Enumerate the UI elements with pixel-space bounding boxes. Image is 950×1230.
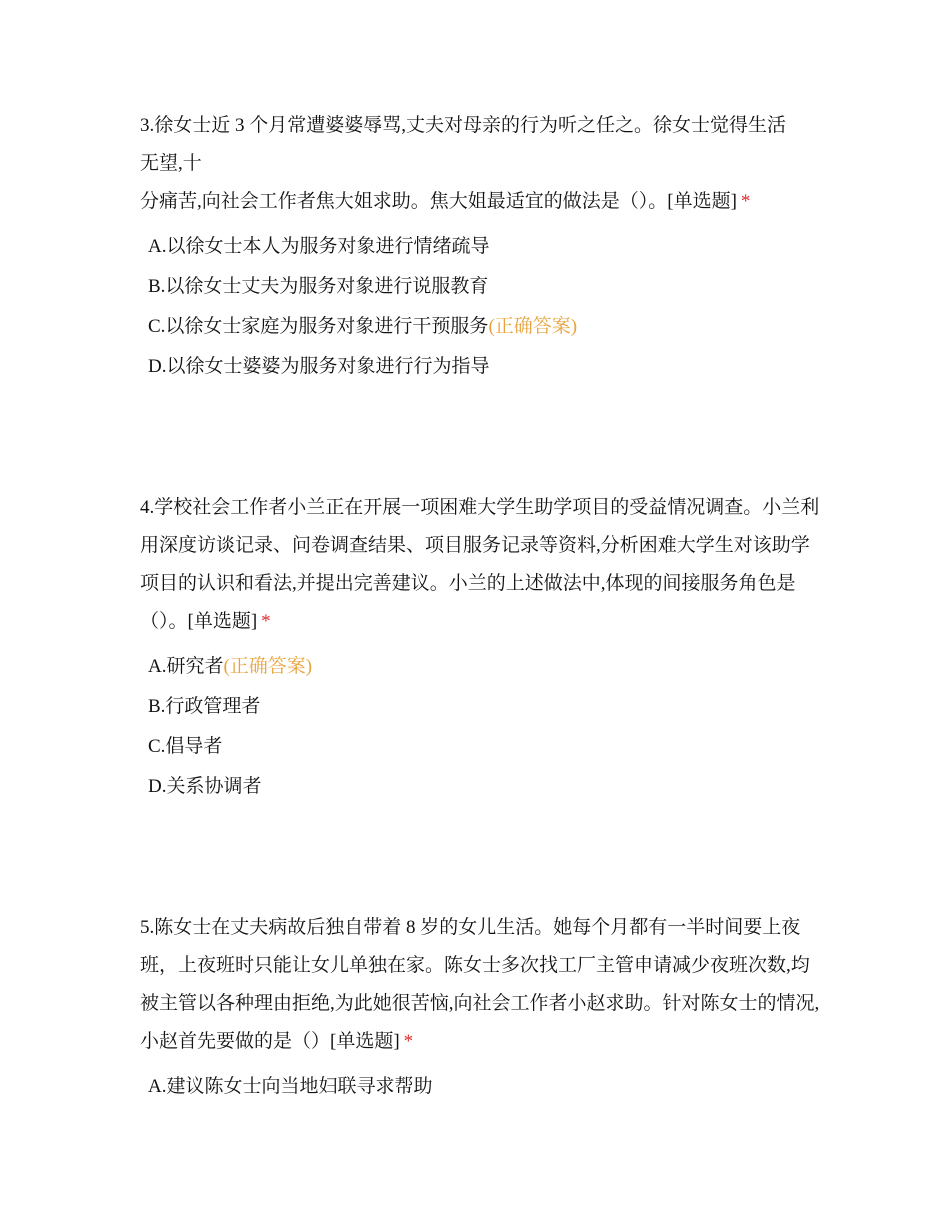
required-asterisk: *	[740, 191, 751, 212]
option-a[interactable]	[148, 647, 812, 687]
question-5	[140, 909, 820, 1107]
question-stem-line: 4.学校社会工作者小兰正在开展一项困难大学生助学项目的受益情况调查。小兰利	[140, 497, 820, 518]
option-c[interactable]	[148, 727, 812, 767]
option-label: C.倡导者	[148, 736, 223, 757]
question-stem-line	[140, 183, 812, 221]
required-asterisk: *	[261, 611, 271, 632]
required-asterisk: *	[403, 1031, 414, 1052]
correct-answer-mark: (正确答案)	[488, 316, 578, 337]
option-label: D.以徐女士婆婆为服务对象进行行为指导	[148, 356, 490, 377]
question-4	[140, 489, 820, 807]
question-3	[140, 107, 812, 387]
question-stem-line	[140, 603, 812, 641]
question-stem-line	[140, 1023, 812, 1061]
correct-answer-mark: (正确答案)	[223, 656, 313, 677]
option-b[interactable]	[148, 267, 812, 307]
option-label: A.研究者	[148, 656, 224, 677]
option-label: A.以徐女士本人为服务对象进行情绪疏导	[148, 236, 490, 257]
question-stem-text: 小赵首先要做的是（）[单选题]	[140, 1031, 400, 1052]
option-label: D.关系协调者	[148, 776, 262, 797]
question-stem-line: 3.徐女士近 3 个月常遭婆婆辱骂,丈夫对母亲的行为听之任之。徐女士觉得生活无望,十	[140, 115, 787, 174]
option-label: A.建议陈女士向当地妇联寻求帮助	[148, 1076, 433, 1097]
option-a[interactable]	[148, 1067, 812, 1107]
option-b[interactable]	[148, 687, 812, 727]
option-d[interactable]	[148, 347, 812, 387]
question-stem-text: 分痛苦,向社会工作者焦大姐求助。焦大姐最适宜的做法是（）。[单选题]	[140, 191, 737, 212]
question-stem-line: 5.陈女士在丈夫病故后独自带着 8 岁的女儿生活。她每个月都有一半时间要上夜	[140, 917, 801, 938]
question-stem-line: 班，上夜班时只能让女儿单独在家。陈女士多次找工厂主管申请减少夜班次数,均	[140, 955, 810, 976]
option-label: C.以徐女士家庭为服务对象进行干预服务	[148, 316, 489, 337]
option-label: B.行政管理者	[148, 696, 261, 717]
option-label: B.以徐女士丈夫为服务对象进行说服教育	[148, 276, 489, 297]
option-c[interactable]	[148, 307, 812, 347]
question-stem-line: 项目的认识和看法,并提出完善建议。小兰的上述做法中,体现的间接服务角色是	[140, 573, 796, 594]
option-a[interactable]	[148, 227, 812, 267]
question-stem-text: （）。[单选题]	[140, 611, 258, 632]
question-stem-line: 用深度访谈记录、问卷调查结果、项目服务记录等资料,分析困难大学生对该助学	[140, 535, 810, 556]
question-stem-line: 被主管以各种理由拒绝,为此她很苦恼,向社会工作者小赵求助。针对陈女士的情况,	[140, 993, 820, 1014]
option-d[interactable]	[148, 767, 812, 807]
